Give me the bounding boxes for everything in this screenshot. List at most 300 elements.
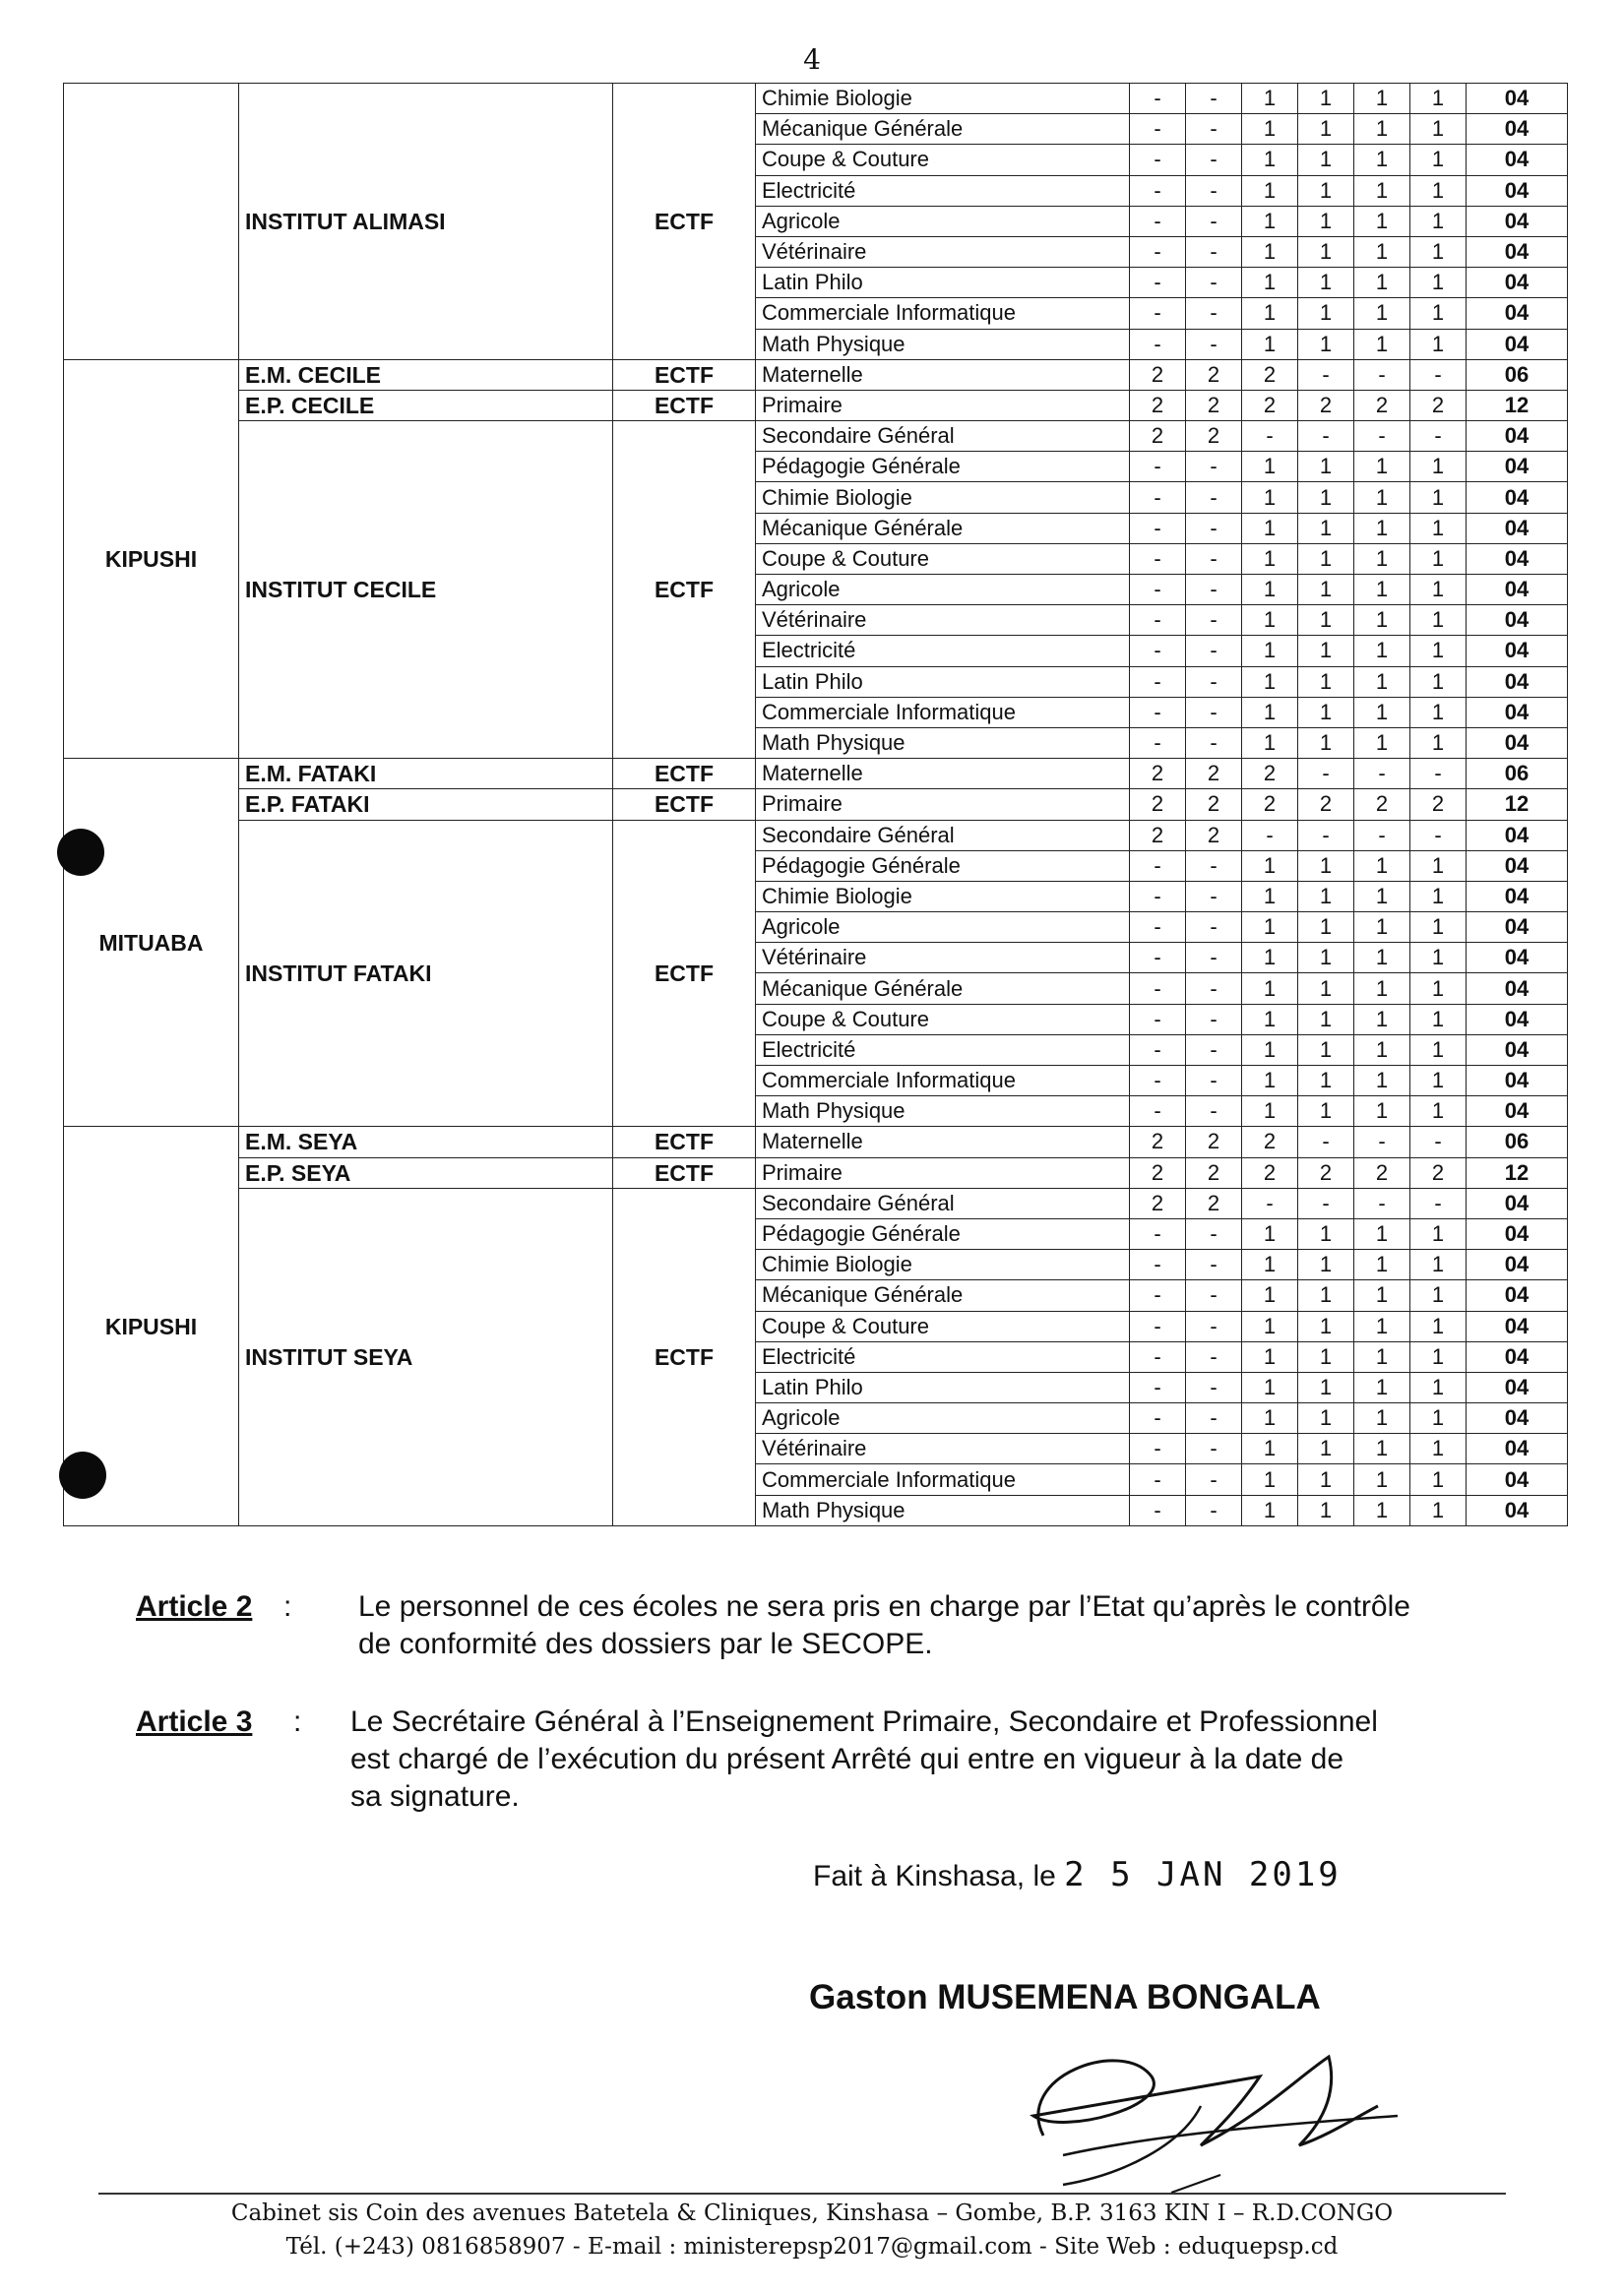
total-cell: 04 [1467, 1403, 1568, 1434]
class-count-cell: 2 [1186, 390, 1242, 420]
class-count-cell: 1 [1298, 1495, 1354, 1525]
option-cell: Vétérinaire [756, 605, 1130, 636]
location-cell [64, 84, 239, 360]
option-cell: Maternelle [756, 359, 1130, 390]
class-count-cell: - [1186, 636, 1242, 666]
option-cell: Commerciale Informatique [756, 697, 1130, 727]
class-count-cell: 1 [1354, 452, 1410, 482]
class-count-cell: 1 [1242, 1403, 1298, 1434]
class-count-cell: - [1186, 114, 1242, 145]
option-cell: Math Physique [756, 727, 1130, 758]
total-cell: 04 [1467, 329, 1568, 359]
option-cell: Pédagogie Générale [756, 452, 1130, 482]
total-cell: 04 [1467, 912, 1568, 943]
class-count-cell: 1 [1410, 114, 1467, 145]
class-count-cell: 1 [1410, 175, 1467, 206]
school-name-cell: E.M. SEYA [239, 1127, 613, 1157]
class-count-cell: - [1130, 727, 1186, 758]
class-count-cell: 2 [1354, 390, 1410, 420]
class-count-cell: 1 [1410, 666, 1467, 697]
option-cell: Math Physique [756, 329, 1130, 359]
class-count-cell: - [1130, 636, 1186, 666]
class-count-cell: 1 [1298, 1341, 1354, 1372]
total-cell: 04 [1467, 268, 1568, 298]
class-count-cell: 1 [1242, 1096, 1298, 1127]
class-count-cell: 1 [1354, 1250, 1410, 1280]
class-count-cell: 1 [1354, 114, 1410, 145]
class-count-cell: 1 [1242, 575, 1298, 605]
class-count-cell: 1 [1410, 1341, 1467, 1372]
class-count-cell: - [1130, 1004, 1186, 1034]
class-count-cell: - [1186, 452, 1242, 482]
class-count-cell: - [1186, 1096, 1242, 1127]
class-count-cell: - [1130, 1250, 1186, 1280]
class-count-cell: - [1130, 114, 1186, 145]
class-count-cell: 1 [1298, 1464, 1354, 1495]
class-count-cell: - [1186, 298, 1242, 329]
article-2-line: de conformité des dossiers par le SECOPE. [358, 1628, 933, 1660]
class-count-cell: 1 [1354, 1434, 1410, 1464]
class-count-cell: 2 [1186, 759, 1242, 789]
punch-hole-top [57, 829, 104, 876]
article-3-label: Article 3 [136, 1705, 253, 1738]
class-count-cell: 1 [1410, 881, 1467, 911]
option-cell: Chimie Biologie [756, 84, 1130, 114]
option-cell: Mécanique Générale [756, 1280, 1130, 1311]
option-cell: Electricité [756, 1034, 1130, 1065]
article-3-colon: : [293, 1705, 302, 1738]
class-count-cell: 1 [1354, 145, 1410, 175]
class-count-cell: 1 [1354, 727, 1410, 758]
class-count-cell: 2 [1130, 759, 1186, 789]
class-count-cell: 1 [1298, 175, 1354, 206]
option-cell: Coupe & Couture [756, 145, 1130, 175]
class-count-cell: 1 [1298, 236, 1354, 267]
table-row [64, 789, 1568, 820]
class-count-cell: 1 [1354, 1004, 1410, 1034]
class-count-cell: 1 [1242, 727, 1298, 758]
class-count-cell: 1 [1410, 1434, 1467, 1464]
class-count-cell: 1 [1354, 1341, 1410, 1372]
class-count-cell: 1 [1410, 236, 1467, 267]
total-cell: 04 [1467, 543, 1568, 574]
class-count-cell: - [1186, 206, 1242, 236]
article-3-line: Le Secrétaire Général à l’Enseignement Primaire, Secondaire et Professionnel [350, 1705, 1378, 1738]
class-count-cell: - [1130, 513, 1186, 543]
class-count-cell: 1 [1242, 543, 1298, 574]
class-count-cell: - [1354, 820, 1410, 850]
class-count-cell: 1 [1242, 973, 1298, 1004]
class-count-cell: 1 [1354, 1066, 1410, 1096]
class-count-cell: 1 [1298, 666, 1354, 697]
option-cell: Vétérinaire [756, 943, 1130, 973]
class-count-cell: 2 [1242, 789, 1298, 820]
class-count-cell: 2 [1242, 759, 1298, 789]
option-cell: Coupe & Couture [756, 1311, 1130, 1341]
class-count-cell: 1 [1242, 482, 1298, 513]
total-cell: 04 [1467, 236, 1568, 267]
total-cell: 04 [1467, 697, 1568, 727]
class-count-cell: 2 [1186, 1127, 1242, 1157]
table-row [64, 359, 1568, 390]
class-count-cell: - [1130, 1311, 1186, 1341]
class-count-cell: 1 [1298, 605, 1354, 636]
total-cell: 04 [1467, 452, 1568, 482]
option-cell: Agricole [756, 206, 1130, 236]
class-count-cell: 2 [1130, 359, 1186, 390]
class-count-cell: 1 [1298, 881, 1354, 911]
class-count-cell: 1 [1298, 973, 1354, 1004]
class-count-cell: - [1410, 1188, 1467, 1218]
punch-hole-bottom [59, 1452, 106, 1499]
regime-cell: ECTF [613, 84, 756, 360]
class-count-cell: - [1130, 268, 1186, 298]
class-count-cell: 2 [1410, 390, 1467, 420]
class-count-cell: - [1186, 727, 1242, 758]
class-count-cell: 1 [1354, 1218, 1410, 1249]
footer-address: Cabinet sis Coin des avenues Batetela & Cliniques, Kinshasa – Gombe, B.P. 3163 KIN I – R.D.CONGO [230, 2200, 1394, 2226]
regime-cell: ECTF [613, 1157, 756, 1188]
class-count-cell: - [1130, 1280, 1186, 1311]
option-cell: Latin Philo [756, 268, 1130, 298]
class-count-cell: 2 [1410, 789, 1467, 820]
class-count-cell: - [1186, 1034, 1242, 1065]
class-count-cell: 1 [1410, 482, 1467, 513]
class-count-cell: - [1186, 543, 1242, 574]
class-count-cell: - [1186, 1341, 1242, 1372]
total-cell: 04 [1467, 1250, 1568, 1280]
option-cell: Math Physique [756, 1495, 1130, 1525]
class-count-cell: 1 [1242, 1372, 1298, 1402]
total-cell: 04 [1467, 1066, 1568, 1096]
option-cell: Secondaire Général [756, 1188, 1130, 1218]
total-cell: 04 [1467, 1495, 1568, 1525]
article-3-text [350, 1704, 1378, 1816]
class-count-cell: - [1354, 1188, 1410, 1218]
class-count-cell: 2 [1242, 1157, 1298, 1188]
class-count-cell: 1 [1354, 697, 1410, 727]
class-count-cell: 1 [1242, 943, 1298, 973]
class-count-cell: 1 [1242, 298, 1298, 329]
class-count-cell: - [1186, 175, 1242, 206]
class-count-cell: 1 [1354, 1495, 1410, 1525]
class-count-cell: - [1130, 543, 1186, 574]
class-count-cell: 2 [1410, 1157, 1467, 1188]
class-count-cell: - [1130, 881, 1186, 911]
class-count-cell: 1 [1410, 84, 1467, 114]
table-row [64, 421, 1568, 452]
class-count-cell: 1 [1410, 329, 1467, 359]
option-cell: Electricité [756, 636, 1130, 666]
class-count-cell: 1 [1354, 1403, 1410, 1434]
class-count-cell: 1 [1242, 881, 1298, 911]
class-count-cell: 1 [1354, 973, 1410, 1004]
class-count-cell: - [1130, 329, 1186, 359]
class-count-cell: 1 [1410, 1034, 1467, 1065]
total-cell: 04 [1467, 820, 1568, 850]
class-count-cell: 1 [1242, 636, 1298, 666]
class-count-cell: - [1242, 1188, 1298, 1218]
class-count-cell: 1 [1298, 697, 1354, 727]
regime-cell: ECTF [613, 421, 756, 759]
class-count-cell: - [1354, 759, 1410, 789]
option-cell: Primaire [756, 789, 1130, 820]
class-count-cell: 2 [1242, 390, 1298, 420]
class-count-cell: 2 [1186, 359, 1242, 390]
regime-cell: ECTF [613, 1127, 756, 1157]
class-count-cell: 1 [1354, 912, 1410, 943]
class-count-cell: 1 [1410, 1372, 1467, 1402]
class-count-cell: 1 [1242, 114, 1298, 145]
option-cell: Commerciale Informatique [756, 1464, 1130, 1495]
class-count-cell: 1 [1410, 943, 1467, 973]
class-count-cell: 1 [1298, 1434, 1354, 1464]
total-cell: 04 [1467, 1096, 1568, 1127]
class-count-cell: 1 [1298, 1218, 1354, 1249]
option-cell: Agricole [756, 575, 1130, 605]
class-count-cell: - [1130, 943, 1186, 973]
class-count-cell: - [1130, 1096, 1186, 1127]
class-count-cell: 2 [1354, 1157, 1410, 1188]
total-cell: 04 [1467, 1311, 1568, 1341]
class-count-cell: 1 [1410, 1495, 1467, 1525]
class-count-cell: 2 [1186, 789, 1242, 820]
article-2-text [358, 1588, 1410, 1663]
class-count-cell: - [1186, 268, 1242, 298]
class-count-cell: 1 [1298, 1372, 1354, 1402]
total-cell: 04 [1467, 482, 1568, 513]
schools-table [63, 83, 1568, 1526]
option-cell: Vétérinaire [756, 236, 1130, 267]
school-name-cell: INSTITUT ALIMASI [239, 84, 613, 360]
total-cell: 04 [1467, 1341, 1568, 1372]
class-count-cell: 2 [1186, 820, 1242, 850]
option-cell: Primaire [756, 1157, 1130, 1188]
class-count-cell: 2 [1130, 1127, 1186, 1157]
total-cell: 04 [1467, 1464, 1568, 1495]
total-cell: 12 [1467, 390, 1568, 420]
total-cell: 04 [1467, 666, 1568, 697]
class-count-cell: 2 [1186, 1188, 1242, 1218]
total-cell: 04 [1467, 973, 1568, 1004]
article-3-line: sa signature. [350, 1780, 520, 1813]
class-count-cell: 1 [1410, 1311, 1467, 1341]
class-count-cell: 2 [1130, 390, 1186, 420]
table-row [64, 84, 1568, 114]
total-cell: 04 [1467, 298, 1568, 329]
class-count-cell: 1 [1242, 1218, 1298, 1249]
class-count-cell: 1 [1242, 1434, 1298, 1464]
class-count-cell: - [1186, 605, 1242, 636]
class-count-cell: 1 [1298, 482, 1354, 513]
class-count-cell: - [1130, 1434, 1186, 1464]
class-count-cell: 1 [1410, 513, 1467, 543]
class-count-cell: 1 [1298, 912, 1354, 943]
class-count-cell: 1 [1354, 605, 1410, 636]
class-count-cell: 1 [1410, 973, 1467, 1004]
class-count-cell: 2 [1354, 789, 1410, 820]
class-count-cell: 1 [1354, 84, 1410, 114]
option-cell: Maternelle [756, 1127, 1130, 1157]
option-cell: Pédagogie Générale [756, 1218, 1130, 1249]
total-cell: 06 [1467, 1127, 1568, 1157]
school-name-cell: E.P. FATAKI [239, 789, 613, 820]
class-count-cell: - [1186, 973, 1242, 1004]
option-cell: Maternelle [756, 759, 1130, 789]
class-count-cell: 1 [1298, 575, 1354, 605]
class-count-cell: - [1186, 1004, 1242, 1034]
class-count-cell: 1 [1242, 912, 1298, 943]
class-count-cell: 1 [1354, 543, 1410, 574]
class-count-cell: - [1186, 666, 1242, 697]
article-2-colon: : [283, 1590, 292, 1623]
option-cell: Latin Philo [756, 1372, 1130, 1402]
class-count-cell: 2 [1130, 1188, 1186, 1218]
school-name-cell: INSTITUT FATAKI [239, 820, 613, 1127]
class-count-cell: 2 [1186, 421, 1242, 452]
class-count-cell: - [1130, 236, 1186, 267]
class-count-cell: 1 [1354, 298, 1410, 329]
class-count-cell: 2 [1298, 390, 1354, 420]
location-cell: KIPUSHI [64, 1127, 239, 1525]
class-count-cell: 1 [1354, 850, 1410, 881]
total-cell: 04 [1467, 575, 1568, 605]
class-count-cell: - [1186, 575, 1242, 605]
class-count-cell: 1 [1242, 1341, 1298, 1372]
class-count-cell: 1 [1410, 298, 1467, 329]
class-count-cell: 1 [1410, 1403, 1467, 1434]
class-count-cell: 1 [1354, 666, 1410, 697]
class-count-cell: 1 [1242, 697, 1298, 727]
class-count-cell: 1 [1242, 605, 1298, 636]
class-count-cell: - [1130, 850, 1186, 881]
class-count-cell: - [1242, 421, 1298, 452]
total-cell: 04 [1467, 1004, 1568, 1034]
class-count-cell: 1 [1410, 1096, 1467, 1127]
class-count-cell: 1 [1410, 850, 1467, 881]
class-count-cell: 1 [1298, 850, 1354, 881]
class-count-cell: 1 [1298, 329, 1354, 359]
class-count-cell: - [1186, 1066, 1242, 1096]
class-count-cell: - [1186, 329, 1242, 359]
class-count-cell: - [1186, 513, 1242, 543]
total-cell: 04 [1467, 421, 1568, 452]
class-count-cell: - [1410, 421, 1467, 452]
option-cell: Coupe & Couture [756, 1004, 1130, 1034]
class-count-cell: - [1130, 1372, 1186, 1402]
table-row [64, 390, 1568, 420]
regime-cell: ECTF [613, 359, 756, 390]
class-count-cell: 1 [1410, 636, 1467, 666]
class-count-cell: 1 [1354, 1280, 1410, 1311]
footer-rule [98, 2193, 1506, 2195]
class-count-cell: 1 [1354, 636, 1410, 666]
total-cell: 04 [1467, 605, 1568, 636]
school-name-cell: INSTITUT SEYA [239, 1188, 613, 1525]
class-count-cell: - [1130, 912, 1186, 943]
class-count-cell: 1 [1298, 268, 1354, 298]
class-count-cell: 1 [1354, 1034, 1410, 1065]
class-count-cell: 1 [1410, 145, 1467, 175]
class-count-cell: - [1130, 605, 1186, 636]
regime-cell: ECTF [613, 1188, 756, 1525]
class-count-cell: - [1130, 1464, 1186, 1495]
total-cell: 12 [1467, 789, 1568, 820]
class-count-cell: 1 [1242, 145, 1298, 175]
total-cell: 04 [1467, 636, 1568, 666]
class-count-cell: - [1186, 1495, 1242, 1525]
class-count-cell: 1 [1298, 636, 1354, 666]
class-count-cell: - [1130, 145, 1186, 175]
class-count-cell: - [1410, 820, 1467, 850]
total-cell: 04 [1467, 206, 1568, 236]
class-count-cell: - [1186, 84, 1242, 114]
location-cell: MITUABA [64, 759, 239, 1127]
class-count-cell: 1 [1354, 206, 1410, 236]
table-row [64, 1188, 1568, 1218]
regime-cell: ECTF [613, 759, 756, 789]
option-cell: Mécanique Générale [756, 973, 1130, 1004]
option-cell: Agricole [756, 1403, 1130, 1434]
class-count-cell: 1 [1410, 697, 1467, 727]
class-count-cell: 2 [1242, 1127, 1298, 1157]
total-cell: 04 [1467, 943, 1568, 973]
class-count-cell: - [1130, 1495, 1186, 1525]
class-count-cell: 1 [1298, 84, 1354, 114]
total-cell: 04 [1467, 114, 1568, 145]
class-count-cell: - [1298, 1127, 1354, 1157]
class-count-cell: 1 [1298, 943, 1354, 973]
class-count-cell: 1 [1354, 575, 1410, 605]
class-count-cell: - [1186, 912, 1242, 943]
class-count-cell: 1 [1242, 1066, 1298, 1096]
option-cell: Secondaire Général [756, 421, 1130, 452]
class-count-cell: 1 [1410, 1004, 1467, 1034]
option-cell: Primaire [756, 390, 1130, 420]
class-count-cell: 1 [1298, 298, 1354, 329]
class-count-cell: 2 [1130, 421, 1186, 452]
class-count-cell: 1 [1242, 666, 1298, 697]
class-count-cell: 1 [1242, 206, 1298, 236]
class-count-cell: 2 [1186, 1157, 1242, 1188]
total-cell: 06 [1467, 759, 1568, 789]
class-count-cell: - [1186, 145, 1242, 175]
class-count-cell: 1 [1354, 175, 1410, 206]
signature-image [1004, 2017, 1417, 2195]
class-count-cell: 1 [1410, 452, 1467, 482]
class-count-cell: 1 [1298, 452, 1354, 482]
option-cell: Mécanique Générale [756, 114, 1130, 145]
class-count-cell: - [1130, 666, 1186, 697]
option-cell: Electricité [756, 175, 1130, 206]
class-count-cell: 1 [1242, 236, 1298, 267]
class-count-cell: 1 [1298, 1004, 1354, 1034]
class-count-cell: 1 [1410, 1280, 1467, 1311]
class-count-cell: - [1354, 421, 1410, 452]
total-cell: 04 [1467, 84, 1568, 114]
total-cell: 04 [1467, 513, 1568, 543]
total-cell: 04 [1467, 1034, 1568, 1065]
class-count-cell: 1 [1298, 1311, 1354, 1341]
closing-place-date [813, 1855, 1342, 1894]
class-count-cell: 1 [1410, 1250, 1467, 1280]
class-count-cell: 1 [1242, 1464, 1298, 1495]
class-count-cell: 1 [1242, 329, 1298, 359]
class-count-cell: - [1130, 298, 1186, 329]
school-name-cell: E.M. CECILE [239, 359, 613, 390]
class-count-cell: 1 [1298, 206, 1354, 236]
option-cell: Agricole [756, 912, 1130, 943]
